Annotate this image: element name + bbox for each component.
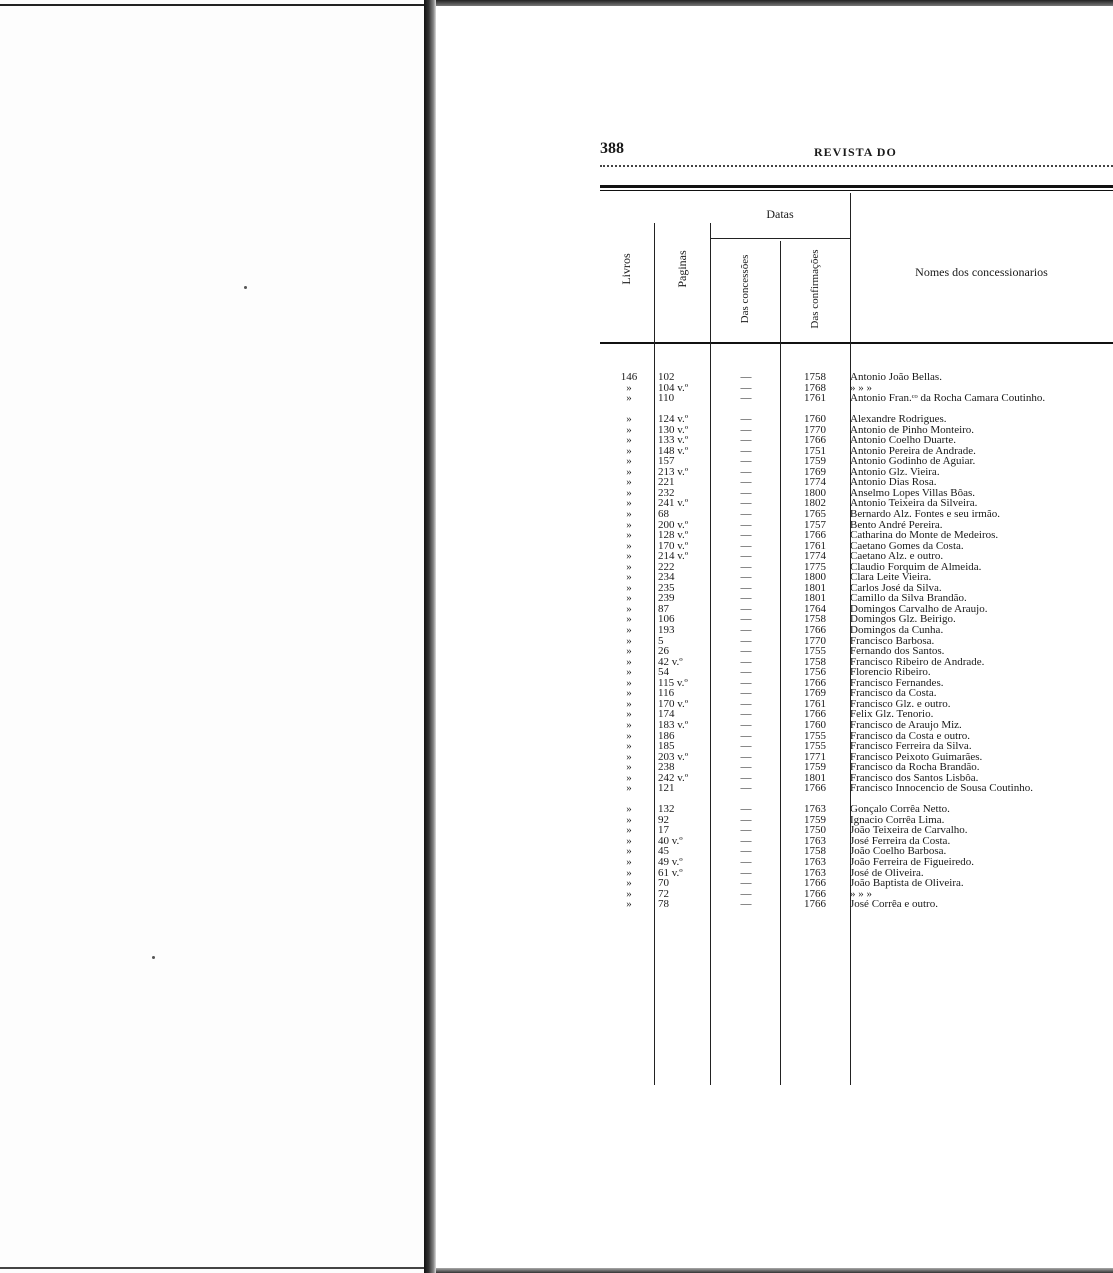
cell-pagina: 238 [658,761,675,774]
cell-nome: Caetano Alz. e outro. [850,550,944,563]
cell-confirmacao: 1759 [804,813,826,826]
cell-pagina: 102 [658,371,675,383]
cell-concessao: — [740,771,752,784]
cell-concessao: — [740,602,752,615]
cell-livro: » [626,898,632,911]
cell-pagina: 104 v.º [658,381,689,394]
table-row [600,783,1113,804]
table-top-rule [600,185,1113,188]
header-rule [600,165,1113,167]
cell-pagina: 92 [658,813,669,826]
cell-confirmacao: 1765 [804,508,826,521]
cell-pagina: 148 v.º [658,444,689,457]
cell-concessao: — [740,476,752,489]
cell-concessao: — [740,455,752,468]
cell-nome: Francisco Glz. e outro. [850,697,951,710]
cell-pagina: 185 [658,740,675,753]
cell-concessao: — [740,444,752,457]
cell-nome: João Ferreira de Figueiredo. [850,855,975,868]
cell-livro: » [626,750,632,763]
cell-pagina: 203 v.º [658,750,689,763]
cell-confirmacao: 1764 [804,602,826,615]
cell-nome: Bento André Pereira. [850,518,943,531]
cell-pagina: 45 [658,845,669,858]
cell-concessao: — [740,834,752,847]
cell-nome: João Baptista de Oliveira. [850,877,964,890]
cell-livro: » [626,866,632,879]
cell-confirmacao: 1770 [804,634,826,647]
cell-pagina: 170 v.º [658,539,689,552]
cell-livro: » [626,624,632,637]
cell-livro: » [626,666,632,679]
left-page-blank [0,0,424,1273]
concessions-table [600,185,1113,1085]
cell-concessao: — [740,645,752,658]
cell-concessao: — [740,655,752,668]
cell-nome: » » » [850,381,872,394]
cell-pagina: 132 [658,803,675,816]
header-das-confirmacoes: Das confirmações [809,249,821,329]
cell-pagina: 193 [658,624,675,637]
cell-nome: Domingos Glz. Beirigo. [850,613,956,626]
cell-concessao: — [740,898,752,911]
cell-concessao: — [740,465,752,478]
cell-pagina: 17 [658,824,669,837]
cell-pagina: 5 [658,634,664,647]
cell-pagina: 115 v.º [658,676,688,689]
cell-livro: » [626,761,632,774]
table-top-rule-thin [600,190,1113,191]
cell-livro: » [626,813,632,826]
paper-speck [152,956,155,959]
cell-livro: » [626,740,632,753]
cell-nome: Antonio Godinho de Aguiar. [850,455,976,468]
cell-confirmacao: 1769 [804,687,826,700]
cell-confirmacao: 1769 [804,465,826,478]
cell-confirmacao: 1758 [804,613,826,626]
cell-nome: Antonio de Pinho Monteiro. [850,423,975,436]
cell-pagina: 26 [658,645,669,658]
cell-nome: Francisco Barbosa. [850,634,935,647]
cell-livro: » [626,455,632,468]
table-row [600,899,1113,910]
cell-livro: » [626,571,632,584]
cell-nome: » » » [850,887,872,900]
book-gutter [424,0,436,1273]
cell-pagina: 222 [658,560,675,573]
cell-concessao: — [740,729,752,742]
cell-pagina: 130 v.º [658,423,689,436]
cell-nome: Francisco da Rocha Brandão. [850,761,980,774]
cell-concessao: — [740,824,752,837]
cell-pagina: 42 v.º [658,655,683,668]
cell-livro: » [626,729,632,742]
cell-confirmacao: 1766 [804,434,826,447]
cell-concessao: — [740,581,752,594]
cell-pagina: 70 [658,877,669,890]
cell-pagina: 116 [658,687,675,700]
cell-confirmacao: 1756 [804,666,826,679]
cell-pagina: 200 v.º [658,518,689,531]
cell-livro: » [626,434,632,447]
cell-livro: » [626,518,632,531]
cell-confirmacao: 1766 [804,676,826,689]
cell-livro: » [626,676,632,689]
cell-nome: Francisco da Costa e outro. [850,729,971,742]
cell-livro: » [626,845,632,858]
cell-concessao: — [740,371,752,383]
cell-concessao: — [740,782,752,795]
cell-confirmacao: 1800 [804,486,826,499]
cell-pagina: 106 [658,613,675,626]
table-row [600,625,1113,636]
cell-concessao: — [740,423,752,436]
cell-nome: Francisco dos Santos Lisbôa. [850,771,979,784]
cell-concessao: — [740,518,752,531]
cell-nome: Antonio Pereira de Andrade. [850,444,976,457]
cell-livro: » [626,645,632,658]
cell-nome: Caetano Gomes da Costa. [850,539,964,552]
cell-nome: Francisco Innocencio de Sousa Coutinho. [850,782,1033,795]
cell-confirmacao: 1801 [804,771,826,784]
cell-confirmacao: 1763 [804,855,826,868]
cell-nome: Alexandre Rodrigues. [850,413,947,426]
cell-nome: Carlos José da Silva. [850,581,942,594]
table-body [600,372,1113,910]
cell-nome: Clara Leite Vieira. [850,571,932,584]
cell-pagina: 157 [658,455,675,468]
left-page-bottom-edge [0,1267,424,1269]
cell-livro: » [626,381,632,394]
cell-confirmacao: 1801 [804,592,826,605]
cell-concessao: — [740,708,752,721]
page-number: 388 [600,140,624,157]
cell-livro: » [626,782,632,795]
cell-nome: José de Oliveira. [850,866,924,879]
cell-nome: José Corrêa e outro. [850,898,938,911]
cell-confirmacao: 1761 [804,392,826,405]
cell-livro: » [626,771,632,784]
cell-livro: » [626,687,632,700]
cell-livro: » [626,855,632,868]
cell-nome: Antonio Coelho Duarte. [850,434,957,447]
cell-concessao: — [740,381,752,394]
cell-concessao: — [740,592,752,605]
cell-livro: » [626,465,632,478]
cell-confirmacao: 1801 [804,581,826,594]
table-row [600,857,1113,868]
cell-concessao: — [740,697,752,710]
cell-concessao: — [740,855,752,868]
right-page-top-edge [436,0,1113,6]
cell-confirmacao: 1774 [804,550,826,563]
cell-concessao: — [740,497,752,510]
cell-livro: » [626,708,632,721]
cell-concessao: — [740,866,752,879]
cell-livro: » [626,834,632,847]
cell-livro: 146 [620,371,638,383]
cell-concessao: — [740,845,752,858]
cell-confirmacao: 1755 [804,740,826,753]
cell-concessao: — [740,560,752,573]
cell-nome: Catharina do Monte de Medeiros. [850,529,999,542]
left-page-top-edge [0,4,424,6]
cell-nome: Gonçalo Corrêa Netto. [850,803,950,816]
cell-confirmacao: 1774 [804,476,826,489]
cell-livro: » [626,508,632,521]
cell-concessao: — [740,392,752,405]
cell-livro: » [626,718,632,731]
cell-nome: Antonio João Bellas. [850,371,942,383]
cell-confirmacao: 1758 [804,655,826,668]
cell-confirmacao: 1766 [804,624,826,637]
cell-pagina: 40 v.º [658,834,683,847]
table-row [600,509,1113,520]
table-row [600,393,1113,414]
cell-confirmacao: 1761 [804,697,826,710]
cell-confirmacao: 1758 [804,845,826,858]
cell-confirmacao: 1757 [804,518,826,531]
cell-confirmacao: 1759 [804,761,826,774]
cell-livro: » [626,476,632,489]
cell-confirmacao: 1750 [804,824,826,837]
cell-nome: Domingos Carvalho de Araujo. [850,602,988,615]
cell-livro: » [626,602,632,615]
cell-confirmacao: 1760 [804,718,826,731]
cell-confirmacao: 1763 [804,866,826,879]
datas-subheader-rule [710,238,850,239]
cell-pagina: 232 [658,486,675,499]
cell-nome: Francisco da Costa. [850,687,937,700]
cell-nome: Francisco de Araujo Miz. [850,718,962,731]
cell-concessao: — [740,666,752,679]
cell-confirmacao: 1759 [804,455,826,468]
cell-livro: » [626,824,632,837]
cell-confirmacao: 1766 [804,529,826,542]
cell-pagina: 221 [658,476,675,489]
cell-nome: Fernando dos Santos. [850,645,945,658]
cell-concessao: — [740,624,752,637]
cell-pagina: 133 v.º [658,434,689,447]
cell-pagina: 68 [658,508,669,521]
cell-pagina: 54 [658,666,669,679]
running-head: REVISTA DO [814,145,897,159]
cell-confirmacao: 1775 [804,560,826,573]
cell-livro: » [626,539,632,552]
cell-nome: Ignacio Corrêa Lima. [850,813,945,826]
cell-pagina: 213 v.º [658,465,689,478]
cell-pagina: 174 [658,708,675,721]
cell-nome: Antonio Teixeira da Silveira. [850,497,978,510]
cell-nome: Antonio Glz. Vieira. [850,465,940,478]
header-das-concessoes: Das concessões [739,254,751,324]
cell-pagina: 124 v.º [658,413,689,426]
cell-livro: » [626,592,632,605]
cell-livro: » [626,877,632,890]
cell-confirmacao: 1766 [804,898,826,911]
table-row [600,372,1113,383]
cell-concessao: — [740,750,752,763]
cell-confirmacao: 1768 [804,381,826,394]
cell-nome: Francisco Peixoto Guimarães. [850,750,983,763]
cell-confirmacao: 1802 [804,497,826,510]
cell-nome: Francisco Ferreira da Silva. [850,740,972,753]
cell-livro: » [626,392,632,405]
cell-confirmacao: 1760 [804,413,826,426]
cell-livro: » [626,444,632,457]
cell-pagina: 239 [658,592,675,605]
cell-concessao: — [740,529,752,542]
cell-nome: João Coelho Barbosa. [850,845,947,858]
cell-confirmacao: 1758 [804,371,826,383]
cell-pagina: 234 [658,571,675,584]
cell-pagina: 235 [658,581,675,594]
table-row [600,741,1113,752]
cell-confirmacao: 1763 [804,803,826,816]
cell-concessao: — [740,676,752,689]
cell-concessao: — [740,571,752,584]
cell-pagina: 214 v.º [658,550,689,563]
cell-nome: Francisco Ribeiro de Andrade. [850,655,985,668]
cell-confirmacao: 1770 [804,423,826,436]
cell-nome: Anselmo Lopes Villas Bôas. [850,486,976,499]
cell-livro: » [626,697,632,710]
cell-concessao: — [740,539,752,552]
cell-livro: » [626,560,632,573]
cell-nome: Claudio Forquim de Almeida. [850,560,982,573]
cell-concessao: — [740,550,752,563]
cell-nome: Antonio Dias Rosa. [850,476,937,489]
cell-livro: » [626,803,632,816]
header-paginas: Paginas [675,250,689,288]
cell-nome: Francisco Fernandes. [850,676,944,689]
table-header-bottom-rule [600,342,1113,344]
cell-concessao: — [740,687,752,700]
cell-pagina: 242 v.º [658,771,689,784]
header-livros: Livros [619,253,633,285]
cell-pagina: 72 [658,887,669,900]
cell-nome: José Ferreira da Costa. [850,834,951,847]
cell-nome: Camillo da Silva Brandão. [850,592,967,605]
cell-pagina: 49 v.º [658,855,683,868]
cell-confirmacao: 1766 [804,782,826,795]
header-nomes: Nomes dos concessionarios [915,265,1048,279]
cell-livro: » [626,497,632,510]
cell-livro: » [626,581,632,594]
cell-confirmacao: 1766 [804,708,826,721]
cell-pagina: 183 v.º [658,718,689,731]
table-row [600,720,1113,731]
cell-concessao: — [740,634,752,647]
cell-pagina: 87 [658,602,669,615]
cell-concessao: — [740,740,752,753]
cell-nome: João Teixeira de Carvalho. [850,824,968,837]
cell-pagina: 121 [658,782,675,795]
cell-confirmacao: 1755 [804,729,826,742]
cell-livro: » [626,613,632,626]
cell-confirmacao: 1761 [804,539,826,552]
cell-livro: » [626,655,632,668]
cell-livro: » [626,413,632,426]
cell-livro: » [626,550,632,563]
cell-concessao: — [740,877,752,890]
cell-livro: » [626,529,632,542]
cell-livro: » [626,887,632,900]
cell-nome: Florencio Ribeiro. [850,666,931,679]
cell-nome: Bernardo Alz. Fontes e seu irmão. [850,508,1000,521]
cell-concessao: — [740,434,752,447]
cell-livro: » [626,486,632,499]
cell-pagina: 110 [658,392,675,405]
cell-nome: Domingos da Cunha. [850,624,944,637]
cell-confirmacao: 1766 [804,877,826,890]
cell-nome: Felix Glz. Tenorio. [850,708,934,721]
cell-livro: » [626,634,632,647]
cell-concessao: — [740,887,752,900]
cell-concessao: — [740,813,752,826]
cell-concessao: — [740,486,752,499]
cell-confirmacao: 1771 [804,750,826,763]
cell-pagina: 78 [658,898,669,911]
cell-pagina: 128 v.º [658,529,689,542]
cell-pagina: 186 [658,729,675,742]
cell-confirmacao: 1800 [804,571,826,584]
cell-concessao: — [740,761,752,774]
cell-confirmacao: 1763 [804,834,826,847]
cell-confirmacao: 1755 [804,645,826,658]
paper-speck [244,286,247,289]
cell-confirmacao: 1751 [804,444,826,457]
cell-concessao: — [740,508,752,521]
cell-concessao: — [740,718,752,731]
cell-pagina: 61 v.º [658,866,683,879]
cell-livro: » [626,423,632,436]
header-datas: Datas [766,207,794,221]
cell-concessao: — [740,803,752,816]
cell-concessao: — [740,613,752,626]
cell-pagina: 170 v.º [658,697,689,710]
cell-concessao: — [740,413,752,426]
cell-nome: Antonio Fran.ᶜᵒ da Rocha Camara Coutinho. [850,392,1046,405]
cell-pagina: 241 v.º [658,497,689,510]
right-page-bottom-edge [436,1268,1113,1273]
cell-confirmacao: 1766 [804,887,826,900]
